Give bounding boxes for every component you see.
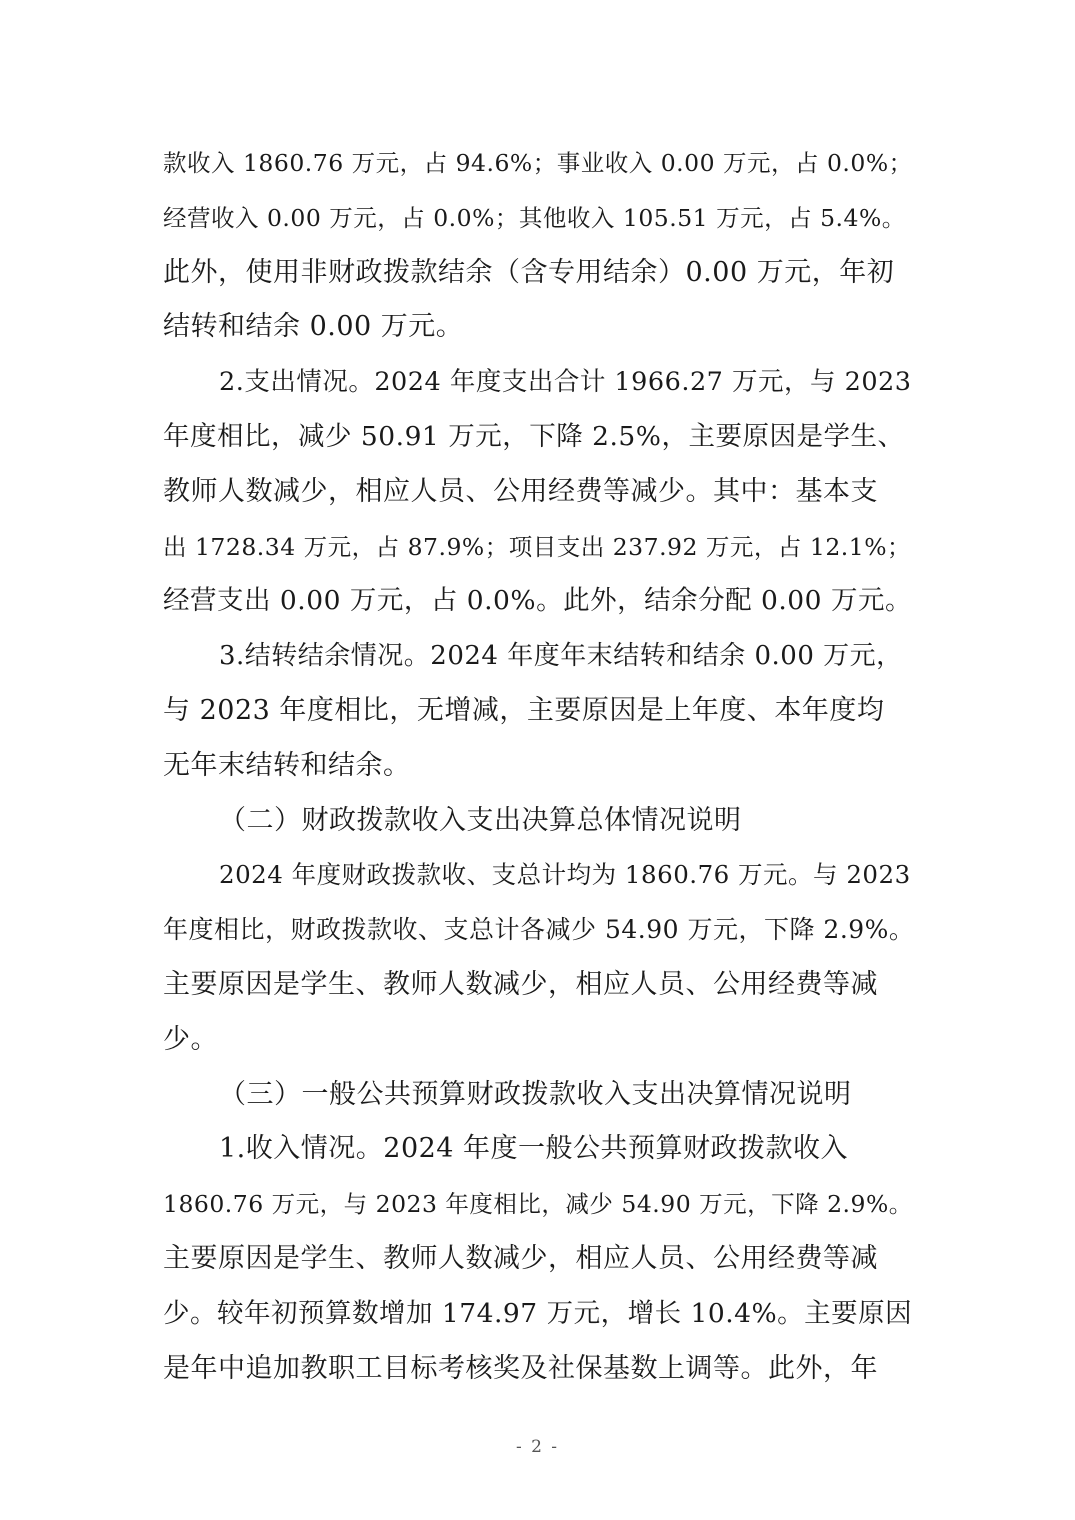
text-line: 出 1728.34 万元，占 87.9%；项目支出 237.92 万元，占 12.1%； [163,532,912,561]
text-line: 少。较年初预算数增加 174.97 万元，增长 10.4%。主要原因 [163,1297,913,1329]
text-line: 与 2023 年度相比，无增减，主要原因是上年度、本年度均 [163,694,885,726]
text-line: 年度相比，财政拨款收、支总计各减少 54.90 万元，下降 2.9%。 [163,915,915,945]
text-line: 1860.76 万元，与 2023 年度相比，减少 54.90 万元，下降 2.9%。 [163,1190,913,1219]
text-line: 经营收入 0.00 万元，占 0.0%；其他收入 105.51 万元，占 5.4%。 [163,203,906,232]
paragraph-start-general-budget-income: 1.收入情况。2024 年度一般公共预算财政拨款收入 [219,1133,849,1165]
text-line: 是年中追加教职工目标考核奖及社保基数上调等。此外，年 [163,1352,878,1384]
text-line: 主要原因是学生、教师人数减少，相应人员、公用经费等减 [163,1242,878,1274]
text-line: 此外，使用非财政拨款结余（含专用结余）0.00 万元，年初 [163,256,895,288]
section-heading-2: （二）财政拨款收入支出决算总体情况说明 [219,804,742,836]
text-line: 无年末结转和结余。 [163,749,411,781]
text-line: 少。 [163,1023,218,1055]
text-line: 款收入 1860.76 万元，占 94.6%；事业收入 0.00 万元，占 0.0%； [163,149,913,177]
paragraph-start-carryover: 3.结转结余情况。2024 年度年末结转和结余 0.00 万元， [219,641,903,672]
text-line: 主要原因是学生、教师人数减少，相应人员、公用经费等减 [163,968,878,1000]
text-line: 年度相比，减少 50.91 万元，下降 2.5%，主要原因是学生、 [163,420,905,452]
text-line: 经营支出 0.00 万元，占 0.0%。此外，结余分配 0.00 万元。 [163,585,912,617]
text-line: 结转和结余 0.00 万元。 [163,311,464,343]
page-number: - 2 - [515,1437,560,1457]
text-line: 教师人数减少，相应人员、公用经费等减少。其中：基本支 [163,475,878,507]
paragraph-start-expenditure: 2.支出情况。2024 年度支出合计 1966.27 万元，与 2023 [219,367,912,398]
section-heading-3: （三）一般公共预算财政拨款收入支出决算情况说明 [219,1078,852,1110]
paragraph-start-fiscal-total: 2024 年度财政拨款收、支总计均为 1860.76 万元。与 2023 [219,860,911,890]
body-text [163,136,913,1396]
